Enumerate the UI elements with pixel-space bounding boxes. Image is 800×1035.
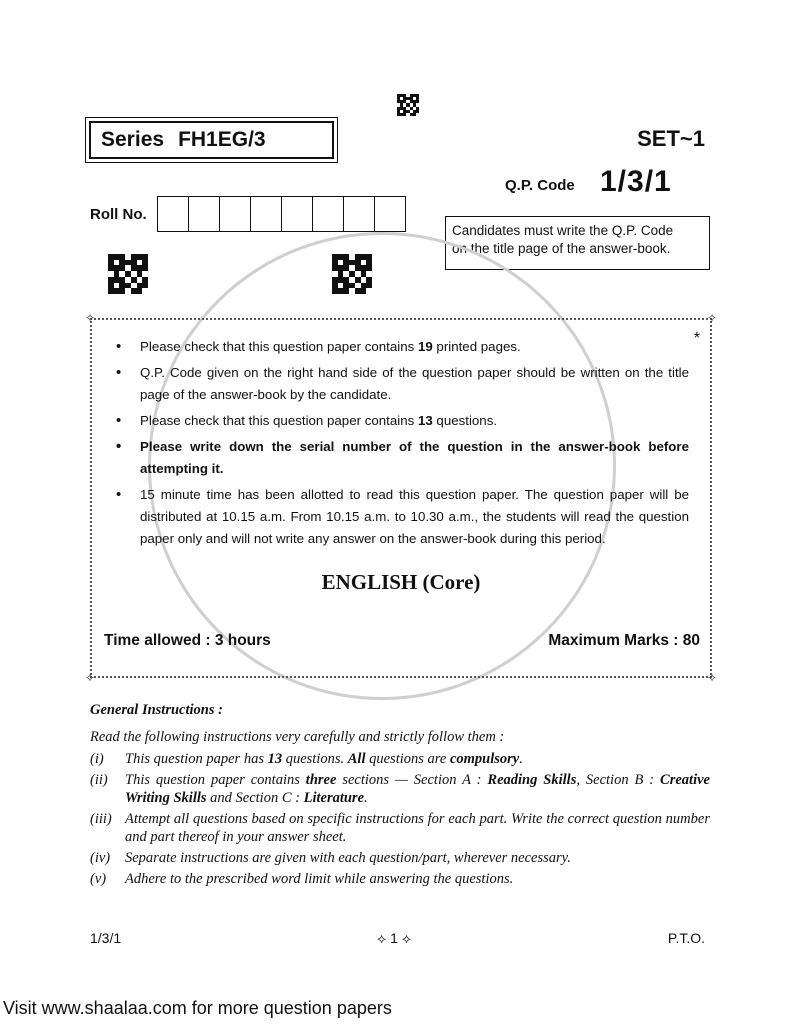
instruction-question-count: • Please check that this question paper contains 13 questions.	[114, 410, 689, 432]
roll-number-box[interactable]	[374, 196, 407, 232]
candidate-note-box	[445, 216, 710, 270]
candidate-note-line2: on the title page of the answer-book.	[452, 241, 671, 256]
subject-title: ENGLISH (Core)	[321, 570, 481, 594]
qr-code-left	[108, 254, 148, 294]
instruction-qp-code: • Q.P. Code given on the right hand side of the question paper should be written on the title page of the answer-book by the candidate.	[114, 362, 689, 406]
general-item-iv: (iv) Separate instructions are given with each question/part, wherever necessary.	[90, 850, 571, 866]
roll-number-box[interactable]	[250, 196, 283, 232]
set-number: SET~1	[637, 126, 705, 151]
roll-number-box[interactable]	[188, 196, 221, 232]
roll-number-boxes[interactable]	[158, 196, 406, 232]
instruction-frame	[85, 311, 717, 685]
roll-number-box[interactable]	[219, 196, 252, 232]
site-note[interactable]: Visit www.shaalaa.com for more question papers	[3, 998, 392, 1018]
frame-corner-ornament: ✧	[706, 671, 717, 685]
candidate-note-line1: Candidates must write the Q.P. Code	[452, 223, 674, 238]
frame-corner-ornament: ✧	[706, 311, 717, 325]
instruction-reading-time: • 15 minute time has been allotted to read this question paper. The question paper will be distributed at 10.15 a.m. From 10.15 a.m. to 10.30 a.m., the students will read the question paper only and will not write any answer on the answer-book during this period.	[114, 484, 689, 550]
instruction-serial-number: • Please write down the serial number of the question in the answer-book before attempting it.	[114, 436, 689, 480]
roll-number-box[interactable]	[281, 196, 314, 232]
qr-module	[416, 113, 419, 116]
maximum-marks: Maximum Marks : 80	[548, 632, 700, 649]
instruction-list	[114, 336, 689, 554]
general-instructions-intro: Read the following instructions very carefully and strictly follow them :	[90, 729, 505, 745]
series-box	[89, 121, 334, 159]
footer-qp-code: 1/3/1	[90, 930, 122, 946]
footer-page-number: ⟡ 1 ⟡	[377, 930, 412, 946]
series-label: Series	[101, 128, 165, 151]
qr-code-middle	[332, 254, 372, 294]
roll-number-box[interactable]	[343, 196, 376, 232]
footer-pto: P.T.O.	[667, 930, 705, 946]
general-item-v: (v) Adhere to the prescribed word limit while answering the questions.	[90, 871, 514, 887]
general-item-ii: (ii) This question paper contains three sections — Section A : Reading Skills, Section B : Creative Writing Skills and Section C : Literature.	[90, 772, 710, 806]
general-instructions-title: General Instructions :	[90, 702, 223, 718]
frame-corner-ornament: ✧	[85, 311, 96, 325]
general-item-iii: (iii) Attempt all questions based on specific instructions for each part. Write the correct question number and part thereof in your answer sheet.	[90, 811, 710, 845]
qr-code-top	[397, 94, 419, 116]
general-instructions	[90, 702, 710, 891]
series-code: FH1EG/3	[178, 128, 266, 151]
qp-code-value: 1/3/1	[600, 165, 672, 198]
qr-module	[366, 288, 372, 294]
asterisk-mark: *	[693, 330, 700, 347]
general-item-i: (i) This question paper has 13 questions. All questions are compulsory.	[90, 751, 523, 767]
frame-corner-ornament: ✧	[85, 671, 96, 685]
roll-number-box[interactable]	[312, 196, 345, 232]
roll-number-box[interactable]	[157, 196, 190, 232]
time-allowed: Time allowed : 3 hours	[104, 632, 271, 649]
roll-number-label: Roll No.	[90, 206, 147, 223]
qr-module	[142, 288, 148, 294]
qp-code-label: Q.P. Code	[505, 177, 575, 194]
instruction-pages: • Please check that this question paper contains 19 printed pages.	[114, 336, 689, 358]
